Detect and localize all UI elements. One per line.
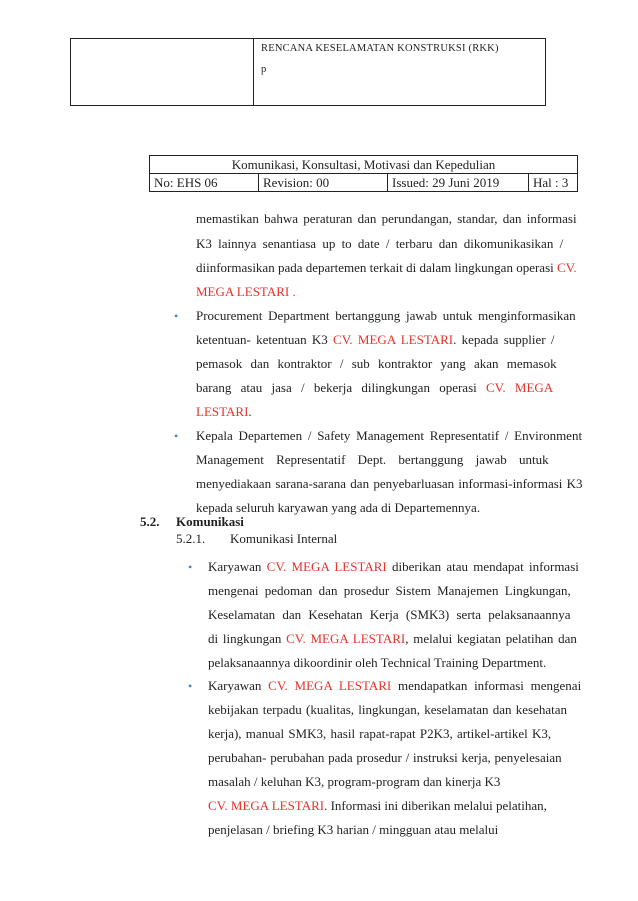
bullet-line: Procurement Department bertanggung jawab untuk menginformasikan xyxy=(196,308,576,323)
bullet-line: Management Representatif Dept. bertanggung jawab untuk xyxy=(196,452,549,467)
company-name: LESTARI xyxy=(196,404,249,419)
meta-row xyxy=(150,174,577,191)
bullet-line: kebijakan terpadu (kualitas, lingkungan, keselamatan dan kesehatan xyxy=(208,702,568,717)
company-name: CV. MEGA LESTARI xyxy=(266,559,387,574)
bullet-line: penjelasan / briefing K3 harian / mingguan atau melalui xyxy=(208,822,499,837)
bullet-line: kerja), manual SMK3, hasil rapat-rapat P2K3, artikel-artikel K3, xyxy=(208,726,552,741)
section-number: 5.2. xyxy=(140,514,160,529)
company-name: CV. xyxy=(557,260,577,275)
subsection-number: 5.2.1. xyxy=(176,531,206,546)
paragraph-line: K3 lainnya senantiasa up to date / terbaru dan dikomunikasikan / xyxy=(196,236,564,251)
bullet-line: kepada seluruh karyawan yang ada di Departemennya. xyxy=(196,500,481,515)
bullet-line: di lingkungan CV. MEGA LESTARI, melalui kegiatan pelatihan dan xyxy=(208,631,577,646)
meta-table xyxy=(149,155,578,192)
bullet-line: masalah / keluhan K3, program-program dan kinerja K3 xyxy=(208,774,501,789)
logo-cell xyxy=(71,39,254,105)
meta-title: Komunikasi, Konsultasi, Motivasi dan Kepedulian xyxy=(150,156,577,174)
company-name: CV. MEGA LESTARI xyxy=(268,678,392,693)
paragraph-line: diinformasikan pada departemen terkait di dalam lingkungan operasi CV. xyxy=(196,260,577,275)
bullet-icon: • xyxy=(188,560,193,574)
subsection-title: Komunikasi Internal xyxy=(230,531,338,546)
bullet-line: LESTARI. xyxy=(196,404,252,419)
bullet-icon: • xyxy=(174,309,179,323)
bullet-line: pelaksanaannya dikoordinir oleh Technical Training Department. xyxy=(208,655,547,670)
company-name: CV. MEGA LESTARI xyxy=(286,631,406,646)
document-subtitle: p xyxy=(261,64,267,75)
bullet-line: Kepala Departemen / Safety Management Representatif / Environment xyxy=(196,428,583,443)
meta-issued: Issued: 29 Juni 2019 xyxy=(388,174,529,191)
bullet-icon: • xyxy=(174,429,179,443)
bullet-line: Karyawan CV. MEGA LESTARI mendapatkan informasi mengenai xyxy=(208,678,582,693)
company-name: CV. MEGA LESTARI xyxy=(208,798,325,813)
company-name: CV. MEGA xyxy=(486,380,554,395)
bullet-line: pemasok dan kontraktor / sub kontraktor yang akan memasok xyxy=(196,356,557,371)
bullet-line: mengenai pedoman dan prosedur Sistem Manajemen Lingkungan, xyxy=(208,583,571,598)
company-name: CV. MEGA LESTARI xyxy=(333,332,454,347)
section-title: Komunikasi xyxy=(176,514,244,529)
bullet-line: Karyawan CV. MEGA LESTARI diberikan atau mendapat informasi xyxy=(208,559,579,574)
meta-page: Hal : 3 xyxy=(533,175,569,190)
document-title: RENCANA KESELAMATAN KONSTRUKSI (RKK) xyxy=(261,43,499,54)
meta-revision: Revision: 00 xyxy=(259,174,388,191)
bullet-icon: • xyxy=(188,679,193,693)
bullet-line: menyediakaan sarana-sarana dan penyebarluasan informasi-informasi K3 xyxy=(196,476,583,491)
bullet-line: CV. MEGA LESTARI. Informasi ini diberikan melalui pelatihan, xyxy=(208,798,547,813)
company-name: MEGA LESTARI . xyxy=(196,284,296,299)
bullet-line: Keselamatan dan Kesehatan Kerja (SMK3) serta pelaksanaannya xyxy=(208,607,571,622)
document-header xyxy=(70,38,546,106)
bullet-line: ketentuan- ketentuan K3 CV. MEGA LESTARI. kepada supplier / xyxy=(196,332,555,347)
bullet-line: barang atau jasa / bekerja dilingkungan operasi CV. MEGA xyxy=(196,380,554,395)
paragraph-line: memastikan bahwa peraturan dan perundangan, standar, dan informasi xyxy=(196,211,577,226)
bullet-line: perubahan- perubahan pada prosedur / instruksi kerja, penyelesaian xyxy=(208,750,562,765)
meta-document-number: No: EHS 06 xyxy=(150,174,259,191)
